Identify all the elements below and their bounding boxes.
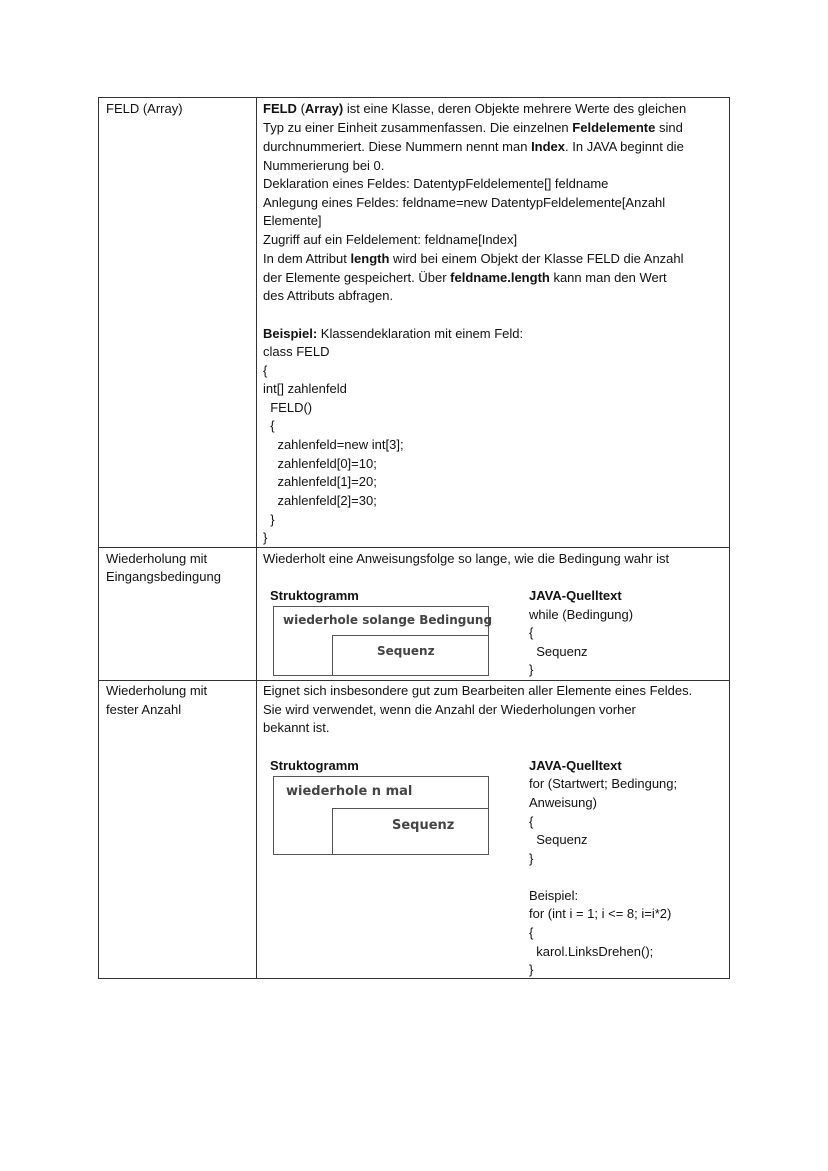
- code-line: for (int i = 1; i <= 8; i=i*2): [529, 906, 672, 921]
- loop-body-box: [332, 808, 488, 854]
- loop-condition-label: wiederhole solange Bedingung: [283, 613, 493, 627]
- row1-example-heading: Beispiel: Klassendeklaration mit einem Feld:: [263, 326, 524, 341]
- code-line: FELD(): [263, 400, 313, 415]
- row-divider-1: [99, 547, 729, 548]
- row1-label: FELD (Array): [106, 101, 183, 116]
- code-line: int[] zahlenfeld: [263, 381, 347, 396]
- row2-struktogramm-heading: Struktogramm: [270, 588, 359, 603]
- row3-struktogramm-heading: Struktogramm: [270, 758, 359, 773]
- code-line: {: [263, 363, 268, 378]
- code-line: }: [529, 662, 534, 677]
- code-line: while (Bedingung): [529, 607, 634, 622]
- row-divider-2: [99, 680, 729, 681]
- code-line: Sequenz: [529, 644, 588, 659]
- row2-label-line1: Wiederholung mit: [106, 551, 208, 566]
- row2-java-heading: JAVA-Quelltext: [529, 588, 622, 603]
- row2-struktogramm-diagram: [273, 606, 493, 676]
- row3-example-label: Beispiel:: [529, 888, 579, 903]
- code-line: for (Startwert; Bedingung;: [529, 776, 678, 791]
- code-line: Sequenz: [529, 832, 588, 847]
- code-line: {: [529, 625, 534, 640]
- loop-body-box: [332, 635, 488, 675]
- row2-description: Wiederholt eine Anweisungsfolge so lange, wie die Bedingung wahr ist: [263, 551, 670, 566]
- code-line: }: [529, 851, 534, 866]
- loop-body-label: Sequenz: [392, 818, 455, 833]
- code-line: {: [529, 814, 534, 829]
- code-line: zahlenfeld[1]=20;: [263, 474, 377, 489]
- code-line: karol.LinksDrehen();: [529, 944, 654, 959]
- code-line: }: [529, 962, 534, 977]
- row2-label-line2: Eingangsbedingung: [106, 569, 221, 584]
- column-divider: [256, 98, 257, 978]
- code-line: zahlenfeld=new int[3];: [263, 437, 404, 452]
- loop-body-label: Sequenz: [377, 644, 435, 658]
- code-line: }: [263, 530, 268, 545]
- loop-condition-label: wiederhole n mal: [286, 784, 413, 799]
- row3-java-heading: JAVA-Quelltext: [529, 758, 622, 773]
- row3-struktogramm-diagram: [273, 776, 489, 855]
- row3-label-line1: Wiederholung mit: [106, 683, 208, 698]
- code-line: }: [263, 512, 275, 527]
- code-line: zahlenfeld[0]=10;: [263, 456, 377, 471]
- code-line: {: [263, 418, 275, 433]
- row3-label-line2: fester Anzahl: [106, 702, 182, 717]
- code-line: zahlenfeld[2]=30;: [263, 493, 377, 508]
- code-line: {: [529, 925, 534, 940]
- code-line: class FELD: [263, 344, 330, 359]
- code-line: Anweisung): [529, 795, 597, 810]
